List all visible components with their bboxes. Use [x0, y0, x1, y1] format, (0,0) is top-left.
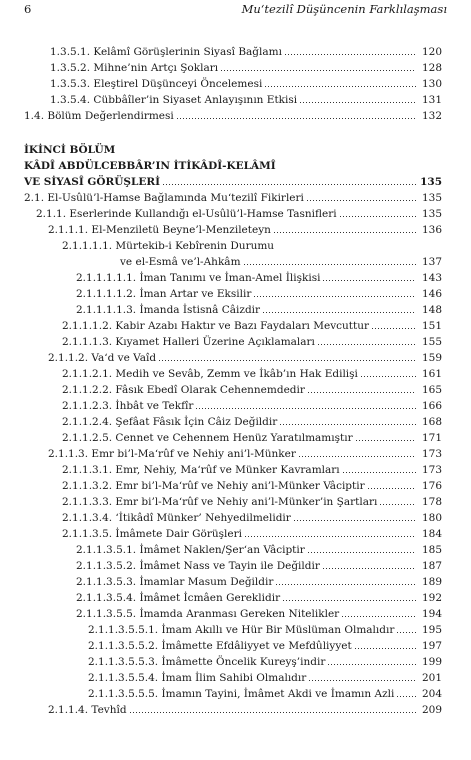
toc-entry: 2.1.1.3.1. Emr, Nehiy, Ma‘rûf ve Münker Kavramları 173	[62, 464, 442, 476]
toc-entry: 2.1.1. Eserlerinde Kullandığı el-Usûlü’l-Hamse Tasnifleri 135	[36, 208, 442, 220]
toc-entry: 1.4. Bölüm Değerlendirmesi 132	[24, 110, 442, 122]
toc-entry: 2.1.1.3.5.5.3. İmâmette Öncelik Kureyş’indir 199	[88, 656, 442, 668]
toc-entry: 2.1.1.3.5.5.5. İmamın Tayini, İmâmet Akdi ve İmamın Azli 204	[88, 688, 442, 700]
toc-entry: 2.1.1.2.4. Şefâat Fâsık İçin Câiz Değildir 168	[62, 416, 442, 428]
toc-entry: 2.1.1.3.5.5.4. İmam İlim Sahibi Olmalıdır 201	[88, 672, 442, 684]
toc-entry: 2.1.1.3. Emr bi’l-Ma‘rûf ve Nehiy ani’l-Münker 173	[48, 448, 442, 460]
toc-entry: 2.1.1.4. Tevhîd 209	[48, 704, 442, 716]
chapter-title-entry: VE SİYASÎ GÖRÜŞLERİ 135	[24, 176, 442, 188]
toc-entry: 2.1.1.3.4. ‘İtikâdî Münker’ Nehyedilmelidir 180	[62, 512, 442, 524]
toc-entry: 2.1.1.3.3. Emr bi’l-Ma‘rûf ve Nehiy ani’l-Münker’in Şartları 178	[62, 496, 442, 508]
toc-entry: 2.1.1.2. Va‘d ve Vaîd 159	[48, 352, 442, 364]
toc-entry: 2.1.1.1.1.3. İmanda İstisnâ Câizdir 148	[76, 304, 442, 316]
page-header	[24, 2, 447, 18]
toc-entry: 2.1.1.3.5.2. İmâmet Nass ve Tayin ile Değildir 187	[76, 560, 442, 572]
toc-entry: 2.1.1.3.5.4. İmâmet İcmâen Gereklidir 192	[76, 592, 442, 604]
toc-entry: 2.1.1.2.1. Medih ve Sevâb, Zemm ve İkâb’ın Hak Edilişi 161	[62, 368, 442, 380]
toc-entry: 2.1.1.2.3. İhbât ve Tekfîr 166	[62, 400, 442, 412]
toc-entry: 2.1.1.3.5.1. İmâmet Naklen/Şer‘an Vâciptir 185	[76, 544, 442, 556]
toc-entry: 2.1.1.3.2. Emr bi’l-Ma‘rûf ve Nehiy ani’l-Münker Vâciptir 176	[62, 480, 442, 492]
toc-entry: 2.1.1.1. El-Menziletü Beyne’l-Menzileteyn 136	[48, 224, 442, 236]
toc-entry: 2.1.1.3.5.5. İmamda Aranması Gereken Nitelikler 194	[76, 608, 442, 620]
toc-entry: 1.3.5.3. Eleştirel Düşünceyi Öncelemesi 130	[50, 78, 442, 90]
toc-entry: 2.1.1.3.5.5.2. İmâmette Efdâliyyet ve Mefdûliyyet 197	[88, 640, 442, 652]
toc-entry: 1.3.5.2. Mihne’nin Artçı Şokları 128	[50, 62, 442, 74]
toc-entry: 1.3.5.4. Cübbâîler’in Siyaset Anlayışının Etkisi 131	[50, 94, 442, 106]
toc-entry: 2.1.1.1.2. Kabir Azabı Haktır ve Bazı Faydaları Mevcuttur 151	[62, 320, 442, 332]
toc-entry: 1.3.5.1. Kelâmî Görüşlerinin Siyasî Bağlamı 120	[50, 46, 442, 58]
toc-entry: 2.1.1.3.5.3. İmamlar Masum Değildir 189	[76, 576, 442, 588]
toc-entry: 2.1.1.2.2. Fâsık Ebedî Olarak Cehennemdedir 165	[62, 384, 442, 396]
toc-entry: 2.1. El-Usûlü’l-Hamse Bağlamında Mu‘tezilî Fikirleri 135	[24, 192, 442, 204]
toc-entry: 2.1.1.1.1.1. İman Tanımı ve İman-Amel İlişkisi 143	[76, 272, 442, 284]
chapter-label: İKİNCİ BÖLÜM	[24, 144, 116, 156]
toc-entry: 2.1.1.1.1. Mürtekib-i Kebîrenin Durumu	[62, 240, 275, 252]
toc-entry: 2.1.1.3.5. İmâmete Dair Görüşleri 184	[62, 528, 442, 540]
running-title: Mu‘tezilî Düşüncenin Farklılaşması	[241, 2, 447, 16]
toc-entry: 2.1.1.1.1.2. İman Artar ve Eksilir 146	[76, 288, 442, 300]
page-number: 6	[24, 2, 32, 16]
toc-entry: 2.1.1.2.5. Cennet ve Cehennem Henüz Yaratılmamıştır 171	[62, 432, 442, 444]
chapter-title: KÂDÎ ABDÜLCEBBÂR’IN İTİKÂDÎ-KELÂMÎ	[24, 160, 276, 172]
toc-entry: 2.1.1.1.3. Kıyamet Halleri Üzerine Açıklamaları 155	[62, 336, 442, 348]
toc-entry: ve el-Esmâ ve’l-Ahkâm 137	[120, 256, 442, 268]
toc-entry: 2.1.1.3.5.5.1. İmam Akıllı ve Hür Bir Müslüman Olmalıdır 195	[88, 624, 442, 636]
